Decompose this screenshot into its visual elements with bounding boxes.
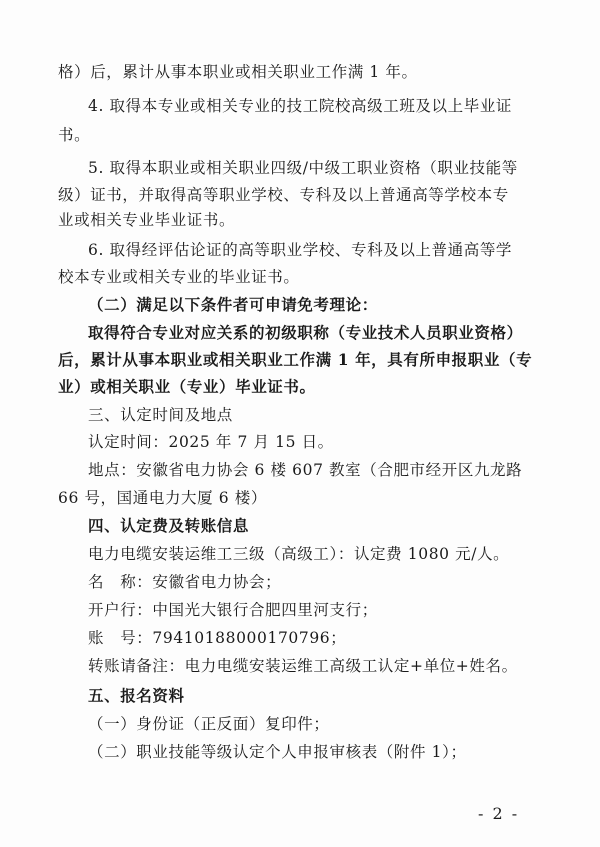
- text-line: 级）证书，并取得高等职业学校、专科及以上普通高等学校本专: [58, 186, 509, 204]
- text-line: 4. 取得本专业或相关专业的技工院校高级工班及以上毕业证: [88, 97, 513, 115]
- section-heading: 三、认定时间及地点: [88, 406, 233, 424]
- section-heading: 五、报名资料: [88, 686, 185, 705]
- text-line: 地点：安徽省电力协会 6 楼 607 教室（合肥市经开区九龙路: [88, 461, 523, 479]
- section-heading: （二）满足以下条件者可申请免考理论：: [88, 295, 378, 314]
- text-line: 账 号：79410188000170796；: [88, 629, 347, 647]
- text-line: 业或相关专业毕业证书。: [58, 211, 236, 229]
- text-line: （一）身份证（正反面）复印件；: [88, 715, 330, 733]
- text-line: 书。: [58, 126, 91, 144]
- text-line: 转账请备注：电力电缆安装运维工高级工认定+单位+姓名。: [88, 657, 518, 675]
- text-line: 校本专业或相关专业的毕业证书。: [58, 268, 300, 286]
- text-line: 名 称：安徽省电力协会；: [88, 573, 282, 591]
- text-line: 后，累计从事本职业或相关职业工作满 1 年，具有所申报职业（专: [58, 350, 533, 369]
- text-line: 格）后，累计从事本职业或相关职业工作满 1 年。: [58, 63, 418, 81]
- text-line: （二）职业技能等级认定个人申报审核表（附件 1）；: [88, 743, 467, 761]
- text-line: 电力电缆安装运维工三级（高级工）：认定费 1080 元/人。: [88, 545, 510, 563]
- text-line: 6. 取得经评估论证的高等职业学校、专科及以上普通高等学: [88, 241, 513, 259]
- text-line: 66 号，国通电力大厦 6 楼）: [58, 489, 267, 507]
- section-heading: 四、认定费及转账信息: [88, 516, 250, 535]
- text-line: 业）或相关职业（专业）毕业证书。: [58, 377, 316, 396]
- text-line: 开户行：中国光大银行合肥四里河支行；: [88, 601, 378, 619]
- text-line: 认定时间：2025 年 7 月 15 日。: [88, 433, 334, 451]
- text-line: 5. 取得本职业或相关职业四级/中级工职业资格（职业技能等: [88, 159, 518, 177]
- page-number: - 2 -: [478, 804, 520, 823]
- text-line: 取得符合专业对应关系的初级职称（专业技术人员职业资格）: [88, 323, 523, 342]
